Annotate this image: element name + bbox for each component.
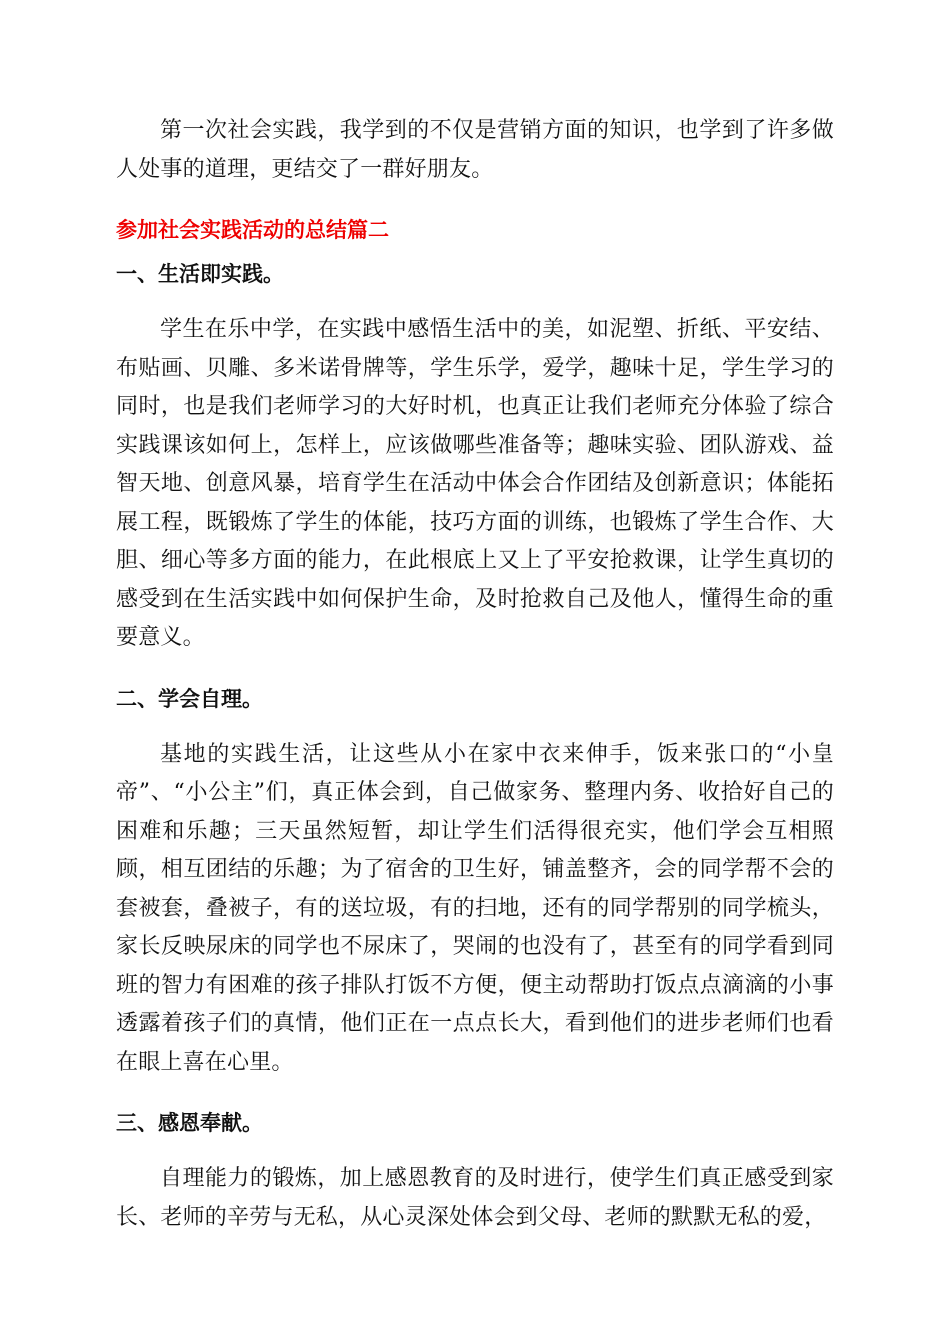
- section-3-paragraph: 自理能力的锻炼，加上感恩教育的及时进行，使学生们真正感受到家长、老师的辛劳与无私，从心灵深处体会到父母、老师的默默无私的爱，: [116, 1166, 834, 1230]
- document-page: [116, 112, 834, 1237]
- section-1-paragraph: 学生在乐中学，在实践中感悟生活中的美，如泥塑、折纸、平安结、布贴画、贝雕、多米诺骨牌等，学生乐学，爱学，趣味十足，学生学习的同时，也是我们老师学习的大好时机，也真正让我们老师充分体验了综合实践课该如何上，怎样上，应该做哪些准备等；趣味实验、团队游戏、益智天地、创意风暴，培育学生在活动中体会合作团结及创新意识；体能拓展工程，既锻炼了学生的体能，技巧方面的训练，也锻炼了学生合作、大胆、细心等多方面的能力，在此根底上又上了平安抢救课，让学生真切的感受到在生活实践中如何保护生命，及时抢救自己及他人，懂得生命的重要意义。: [116, 317, 834, 650]
- section-2-paragraph: 基地的实践生活，让这些从小在家中衣来伸手，饭来张口的“小皇帝”、“小公主”们，真正体会到，自己做家务、整理内务、收拾好自己的困难和乐趣；三天虽然短暂，却让学生们活得很充实，他们学会互相照顾，相互团结的乐趣；为了宿舍的卫生好，铺盖整齐，会的同学帮不会的套被套，叠被子，有的送垃圾，有的扫地，还有的同学帮别的同学梳头，家长反映尿床的同学也不尿床了，哭闹的也没有了，甚至有的同学看到同班的智力有困难的孩子排队打饭不方便，便主动帮助打饭点点滴滴的小事透露着孩子们的真情，他们正在一点点长大，看到他们的进步老师们也看在眼上喜在心里。: [116, 741, 834, 1075]
- section-heading-2: 二、学会自理。: [116, 686, 263, 711]
- section-heading-3: 三、感恩奉献。: [116, 1111, 263, 1135]
- intro-paragraph: 第一次社会实践，我学到的不仅是营销方面的知识，也学到了许多做人处事的道理，更结交了一群好朋友。: [116, 118, 834, 182]
- section-heading-1: 一、生活即实践。: [116, 262, 284, 286]
- article-title: 参加社会实践活动的总结篇二: [116, 218, 389, 242]
